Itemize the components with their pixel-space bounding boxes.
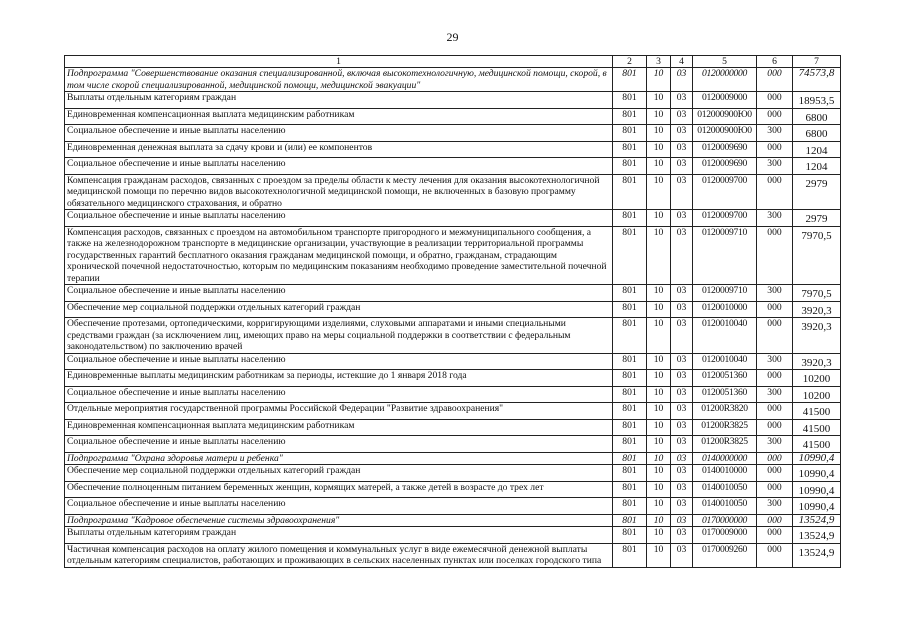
row-col-5: 0120010000 xyxy=(693,301,757,318)
table-row xyxy=(65,481,841,498)
header-col-4: 4 xyxy=(671,56,693,68)
row-col-5: 0140010050 xyxy=(693,481,757,498)
row-col-7: 10990,4 xyxy=(793,481,841,498)
row-col-4: 03 xyxy=(671,285,693,302)
row-name: Единовременная компенсационная выплата медицинским работникам xyxy=(65,419,613,436)
row-col-4: 03 xyxy=(671,301,693,318)
row-col-3: 10 xyxy=(647,318,671,354)
row-col-5: 012000900Ю0 xyxy=(693,108,757,125)
row-col-3: 10 xyxy=(647,436,671,453)
row-name: Социальное обеспечение и иные выплаты населению xyxy=(65,386,613,403)
row-name: Компенсация гражданам расходов, связанных с проездом за пределы области к месту лечения для оказания высокотехнологичной медицинской помощи по перечню видов высокотехнологичной медицинской помощи, не включенных в базовую программу обязательного медицинского страхования, и обратно xyxy=(65,174,613,210)
row-col-5: 0120009700 xyxy=(693,210,757,227)
header-col-5: 5 xyxy=(693,56,757,68)
row-col-5: 0170000000 xyxy=(693,514,757,527)
row-name: Социальное обеспечение и иные выплаты населению xyxy=(65,498,613,515)
row-col-5: 0120009000 xyxy=(693,92,757,109)
row-col-6: 300 xyxy=(757,285,793,302)
row-col-3: 10 xyxy=(647,108,671,125)
row-col-3: 10 xyxy=(647,465,671,482)
row-col-3: 10 xyxy=(647,386,671,403)
row-col-3: 10 xyxy=(647,210,671,227)
row-col-5: 0120009710 xyxy=(693,226,757,285)
row-col-7: 7970,5 xyxy=(793,226,841,285)
header-col-1: 1 xyxy=(65,56,613,68)
row-name: Обеспечение мер социальной поддержки отдельных категорий граждан xyxy=(65,465,613,482)
row-name: Подпрограмма "Совершенствование оказания специализированной, включая высокотехнологичную, медицинской помощи, скорой, в том числе скорой специализированной, медицинской помощи, медицинской эвакуации" xyxy=(65,68,613,92)
row-name: Социальное обеспечение и иные выплаты населению xyxy=(65,125,613,142)
row-name: Выплаты отдельным категориям граждан xyxy=(65,527,613,544)
row-col-5: 0120009690 xyxy=(693,141,757,158)
row-col-5: 01200R3825 xyxy=(693,436,757,453)
row-name: Отдельные мероприятия государственной программы Российской Федерации "Развитие здравоохранения" xyxy=(65,403,613,420)
row-col-6: 000 xyxy=(757,226,793,285)
table-row xyxy=(65,465,841,482)
row-col-7: 7970,5 xyxy=(793,285,841,302)
row-col-6: 000 xyxy=(757,301,793,318)
row-col-5: 0120051360 xyxy=(693,370,757,387)
row-name: Единовременная компенсационная выплата медицинским работникам xyxy=(65,108,613,125)
row-name: Единовременная денежная выплата за сдачу крови и (или) ее компонентов xyxy=(65,141,613,158)
table-row xyxy=(65,92,841,109)
row-col-6: 300 xyxy=(757,386,793,403)
row-col-7: 3920,3 xyxy=(793,353,841,370)
row-col-2: 801 xyxy=(613,465,647,482)
table-row xyxy=(65,285,841,302)
table-row xyxy=(65,353,841,370)
row-col-6: 300 xyxy=(757,498,793,515)
row-col-7: 2979 xyxy=(793,174,841,210)
row-col-2: 801 xyxy=(613,301,647,318)
row-col-3: 10 xyxy=(647,226,671,285)
row-col-7: 13524,9 xyxy=(793,514,841,527)
row-col-4: 03 xyxy=(671,514,693,527)
row-col-5: 0170009260 xyxy=(693,543,757,567)
row-name: Обеспечение полноценным питанием беременных женщин, кормящих матерей, а также детей в возрасте до трех лет xyxy=(65,481,613,498)
row-col-5: 0120010040 xyxy=(693,353,757,370)
row-name: Частичная компенсация расходов на оплату жилого помещения и коммунальных услуг в виде ежемесячной денежной выплаты отдельным категориям специалистов, работающих и проживающих в сельских населенных пунктах или поселках городского типа xyxy=(65,543,613,567)
row-col-3: 10 xyxy=(647,141,671,158)
row-col-3: 10 xyxy=(647,158,671,175)
table-row xyxy=(65,125,841,142)
table-row xyxy=(65,543,841,567)
table-row xyxy=(65,174,841,210)
table-row xyxy=(65,226,841,285)
table-row xyxy=(65,370,841,387)
row-col-5: 0120009700 xyxy=(693,174,757,210)
row-col-4: 03 xyxy=(671,481,693,498)
row-col-2: 801 xyxy=(613,108,647,125)
row-col-5: 0140010050 xyxy=(693,498,757,515)
row-name: Подпрограмма "Кадровое обеспечение системы здравоохранения" xyxy=(65,514,613,527)
row-col-4: 03 xyxy=(671,226,693,285)
row-name: Обеспечение мер социальной поддержки отдельных категорий граждан xyxy=(65,301,613,318)
row-col-6: 000 xyxy=(757,141,793,158)
row-col-5: 0140010000 xyxy=(693,465,757,482)
row-col-5: 0120000000 xyxy=(693,68,757,92)
row-col-4: 03 xyxy=(671,386,693,403)
row-col-2: 801 xyxy=(613,125,647,142)
row-col-7: 41500 xyxy=(793,436,841,453)
row-col-6: 300 xyxy=(757,125,793,142)
row-col-6: 000 xyxy=(757,543,793,567)
row-col-6: 000 xyxy=(757,465,793,482)
table-row xyxy=(65,452,841,465)
row-col-2: 801 xyxy=(613,370,647,387)
table-row xyxy=(65,514,841,527)
row-name: Социальное обеспечение и иные выплаты населению xyxy=(65,353,613,370)
row-col-4: 03 xyxy=(671,108,693,125)
row-col-5: 0120051360 xyxy=(693,386,757,403)
row-col-4: 03 xyxy=(671,370,693,387)
row-col-2: 801 xyxy=(613,226,647,285)
row-col-3: 10 xyxy=(647,174,671,210)
row-col-4: 03 xyxy=(671,141,693,158)
row-col-7: 18953,5 xyxy=(793,92,841,109)
row-col-5: 01200R3820 xyxy=(693,403,757,420)
row-col-4: 03 xyxy=(671,465,693,482)
table-row xyxy=(65,301,841,318)
row-name: Компенсация расходов, связанных с проездом на автомобильном транспорте пригородного и межмуниципального сообщения, а также на железнодорожном транспорте в медицинские организации, участвующие в реализации территориальной программы государственных гарантий бесплатного оказания гражданам медицинской помощи, и обратно, гражданам, страдающим хронической почечной недостаточностью, которым по медицинским показаниям необходимо проведение заместительной почечной терапии xyxy=(65,226,613,285)
row-col-5: 0140000000 xyxy=(693,452,757,465)
row-name: Социальное обеспечение и иные выплаты населению xyxy=(65,285,613,302)
row-col-2: 801 xyxy=(613,403,647,420)
row-col-2: 801 xyxy=(613,210,647,227)
row-col-5: 0120009690 xyxy=(693,158,757,175)
header-row xyxy=(65,56,841,68)
row-col-2: 801 xyxy=(613,452,647,465)
table-row xyxy=(65,419,841,436)
row-col-3: 10 xyxy=(647,301,671,318)
row-col-7: 13524,9 xyxy=(793,543,841,567)
row-col-7: 10990,4 xyxy=(793,452,841,465)
page-number: 29 xyxy=(446,30,459,44)
row-col-5: 01200R3825 xyxy=(693,419,757,436)
table-row xyxy=(65,158,841,175)
row-col-7: 41500 xyxy=(793,403,841,420)
row-col-2: 801 xyxy=(613,353,647,370)
row-col-5: 012000900Ю0 xyxy=(693,125,757,142)
row-col-3: 10 xyxy=(647,498,671,515)
table-row xyxy=(65,210,841,227)
row-col-7: 6800 xyxy=(793,125,841,142)
row-col-4: 03 xyxy=(671,318,693,354)
table-row xyxy=(65,108,841,125)
row-col-4: 03 xyxy=(671,174,693,210)
row-col-6: 300 xyxy=(757,353,793,370)
row-col-3: 10 xyxy=(647,92,671,109)
row-col-3: 10 xyxy=(647,419,671,436)
row-col-5: 0120010040 xyxy=(693,318,757,354)
row-col-6: 000 xyxy=(757,419,793,436)
row-col-2: 801 xyxy=(613,92,647,109)
row-col-2: 801 xyxy=(613,68,647,92)
row-col-2: 801 xyxy=(613,285,647,302)
row-col-2: 801 xyxy=(613,318,647,354)
row-col-2: 801 xyxy=(613,174,647,210)
row-col-4: 03 xyxy=(671,527,693,544)
table-row xyxy=(65,141,841,158)
row-col-7: 13524,9 xyxy=(793,527,841,544)
row-col-2: 801 xyxy=(613,436,647,453)
row-col-7: 1204 xyxy=(793,158,841,175)
row-col-4: 03 xyxy=(671,452,693,465)
row-col-7: 41500 xyxy=(793,419,841,436)
row-col-2: 801 xyxy=(613,527,647,544)
row-col-6: 300 xyxy=(757,158,793,175)
row-col-4: 03 xyxy=(671,92,693,109)
row-col-6: 000 xyxy=(757,174,793,210)
row-col-6: 000 xyxy=(757,527,793,544)
row-col-6: 000 xyxy=(757,92,793,109)
row-col-4: 03 xyxy=(671,353,693,370)
row-col-3: 10 xyxy=(647,514,671,527)
row-col-7: 10990,4 xyxy=(793,498,841,515)
row-name: Социальное обеспечение и иные выплаты населению xyxy=(65,436,613,453)
row-col-6: 300 xyxy=(757,436,793,453)
row-col-7: 3920,3 xyxy=(793,318,841,354)
row-col-3: 10 xyxy=(647,527,671,544)
row-col-4: 03 xyxy=(671,543,693,567)
row-col-7: 6800 xyxy=(793,108,841,125)
row-col-2: 801 xyxy=(613,481,647,498)
row-col-7: 10200 xyxy=(793,386,841,403)
row-col-2: 801 xyxy=(613,419,647,436)
row-col-2: 801 xyxy=(613,498,647,515)
header-col-3: 3 xyxy=(647,56,671,68)
row-col-3: 10 xyxy=(647,481,671,498)
row-col-6: 000 xyxy=(757,108,793,125)
row-col-3: 10 xyxy=(647,125,671,142)
row-name: Обеспечение протезами, ортопедическими, корригирующими изделиями, слуховыми аппаратами и иными специальными средствами граждан (за исключением лиц, имеющих право на меры социальной поддержки в соответствии с федеральным законодательством) по заключению врачей xyxy=(65,318,613,354)
row-col-2: 801 xyxy=(613,158,647,175)
row-col-2: 801 xyxy=(613,543,647,567)
row-col-3: 10 xyxy=(647,370,671,387)
row-col-2: 801 xyxy=(613,386,647,403)
row-col-3: 10 xyxy=(647,68,671,92)
row-col-6: 000 xyxy=(757,403,793,420)
table-row xyxy=(65,403,841,420)
row-col-6: 300 xyxy=(757,210,793,227)
table-row xyxy=(65,436,841,453)
row-col-7: 10990,4 xyxy=(793,465,841,482)
row-col-4: 03 xyxy=(671,158,693,175)
row-name: Социальное обеспечение и иные выплаты населению xyxy=(65,210,613,227)
row-col-6: 000 xyxy=(757,514,793,527)
row-col-4: 03 xyxy=(671,419,693,436)
row-col-7: 74573,8 xyxy=(793,68,841,92)
table-row xyxy=(65,527,841,544)
row-col-4: 03 xyxy=(671,210,693,227)
row-col-2: 801 xyxy=(613,141,647,158)
row-col-3: 10 xyxy=(647,403,671,420)
row-col-7: 10200 xyxy=(793,370,841,387)
budget-table xyxy=(64,55,841,568)
table-row xyxy=(65,386,841,403)
row-name: Единовременные выплаты медицинским работникам за периоды, истекшие до 1 января 2018 года xyxy=(65,370,613,387)
row-col-6: 000 xyxy=(757,318,793,354)
row-col-4: 03 xyxy=(671,403,693,420)
table-row xyxy=(65,68,841,92)
row-col-2: 801 xyxy=(613,514,647,527)
row-col-6: 000 xyxy=(757,481,793,498)
row-col-4: 03 xyxy=(671,125,693,142)
row-col-3: 10 xyxy=(647,285,671,302)
row-col-6: 000 xyxy=(757,68,793,92)
header-col-2: 2 xyxy=(613,56,647,68)
header-col-7: 7 xyxy=(793,56,841,68)
row-col-6: 000 xyxy=(757,370,793,387)
row-col-4: 03 xyxy=(671,436,693,453)
header-col-6: 6 xyxy=(757,56,793,68)
row-col-5: 0120009710 xyxy=(693,285,757,302)
row-col-3: 10 xyxy=(647,543,671,567)
row-col-7: 2979 xyxy=(793,210,841,227)
row-col-3: 10 xyxy=(647,353,671,370)
row-name: Подпрограмма "Охрана здоровья матери и ребенка" xyxy=(65,452,613,465)
table-row xyxy=(65,498,841,515)
row-name: Социальное обеспечение и иные выплаты населению xyxy=(65,158,613,175)
row-col-4: 03 xyxy=(671,68,693,92)
row-col-6: 000 xyxy=(757,452,793,465)
row-col-3: 10 xyxy=(647,452,671,465)
row-name: Выплаты отдельным категориям граждан xyxy=(65,92,613,109)
row-col-7: 3920,3 xyxy=(793,301,841,318)
row-col-7: 1204 xyxy=(793,141,841,158)
row-col-5: 0170009000 xyxy=(693,527,757,544)
table-row xyxy=(65,318,841,354)
row-col-4: 03 xyxy=(671,498,693,515)
